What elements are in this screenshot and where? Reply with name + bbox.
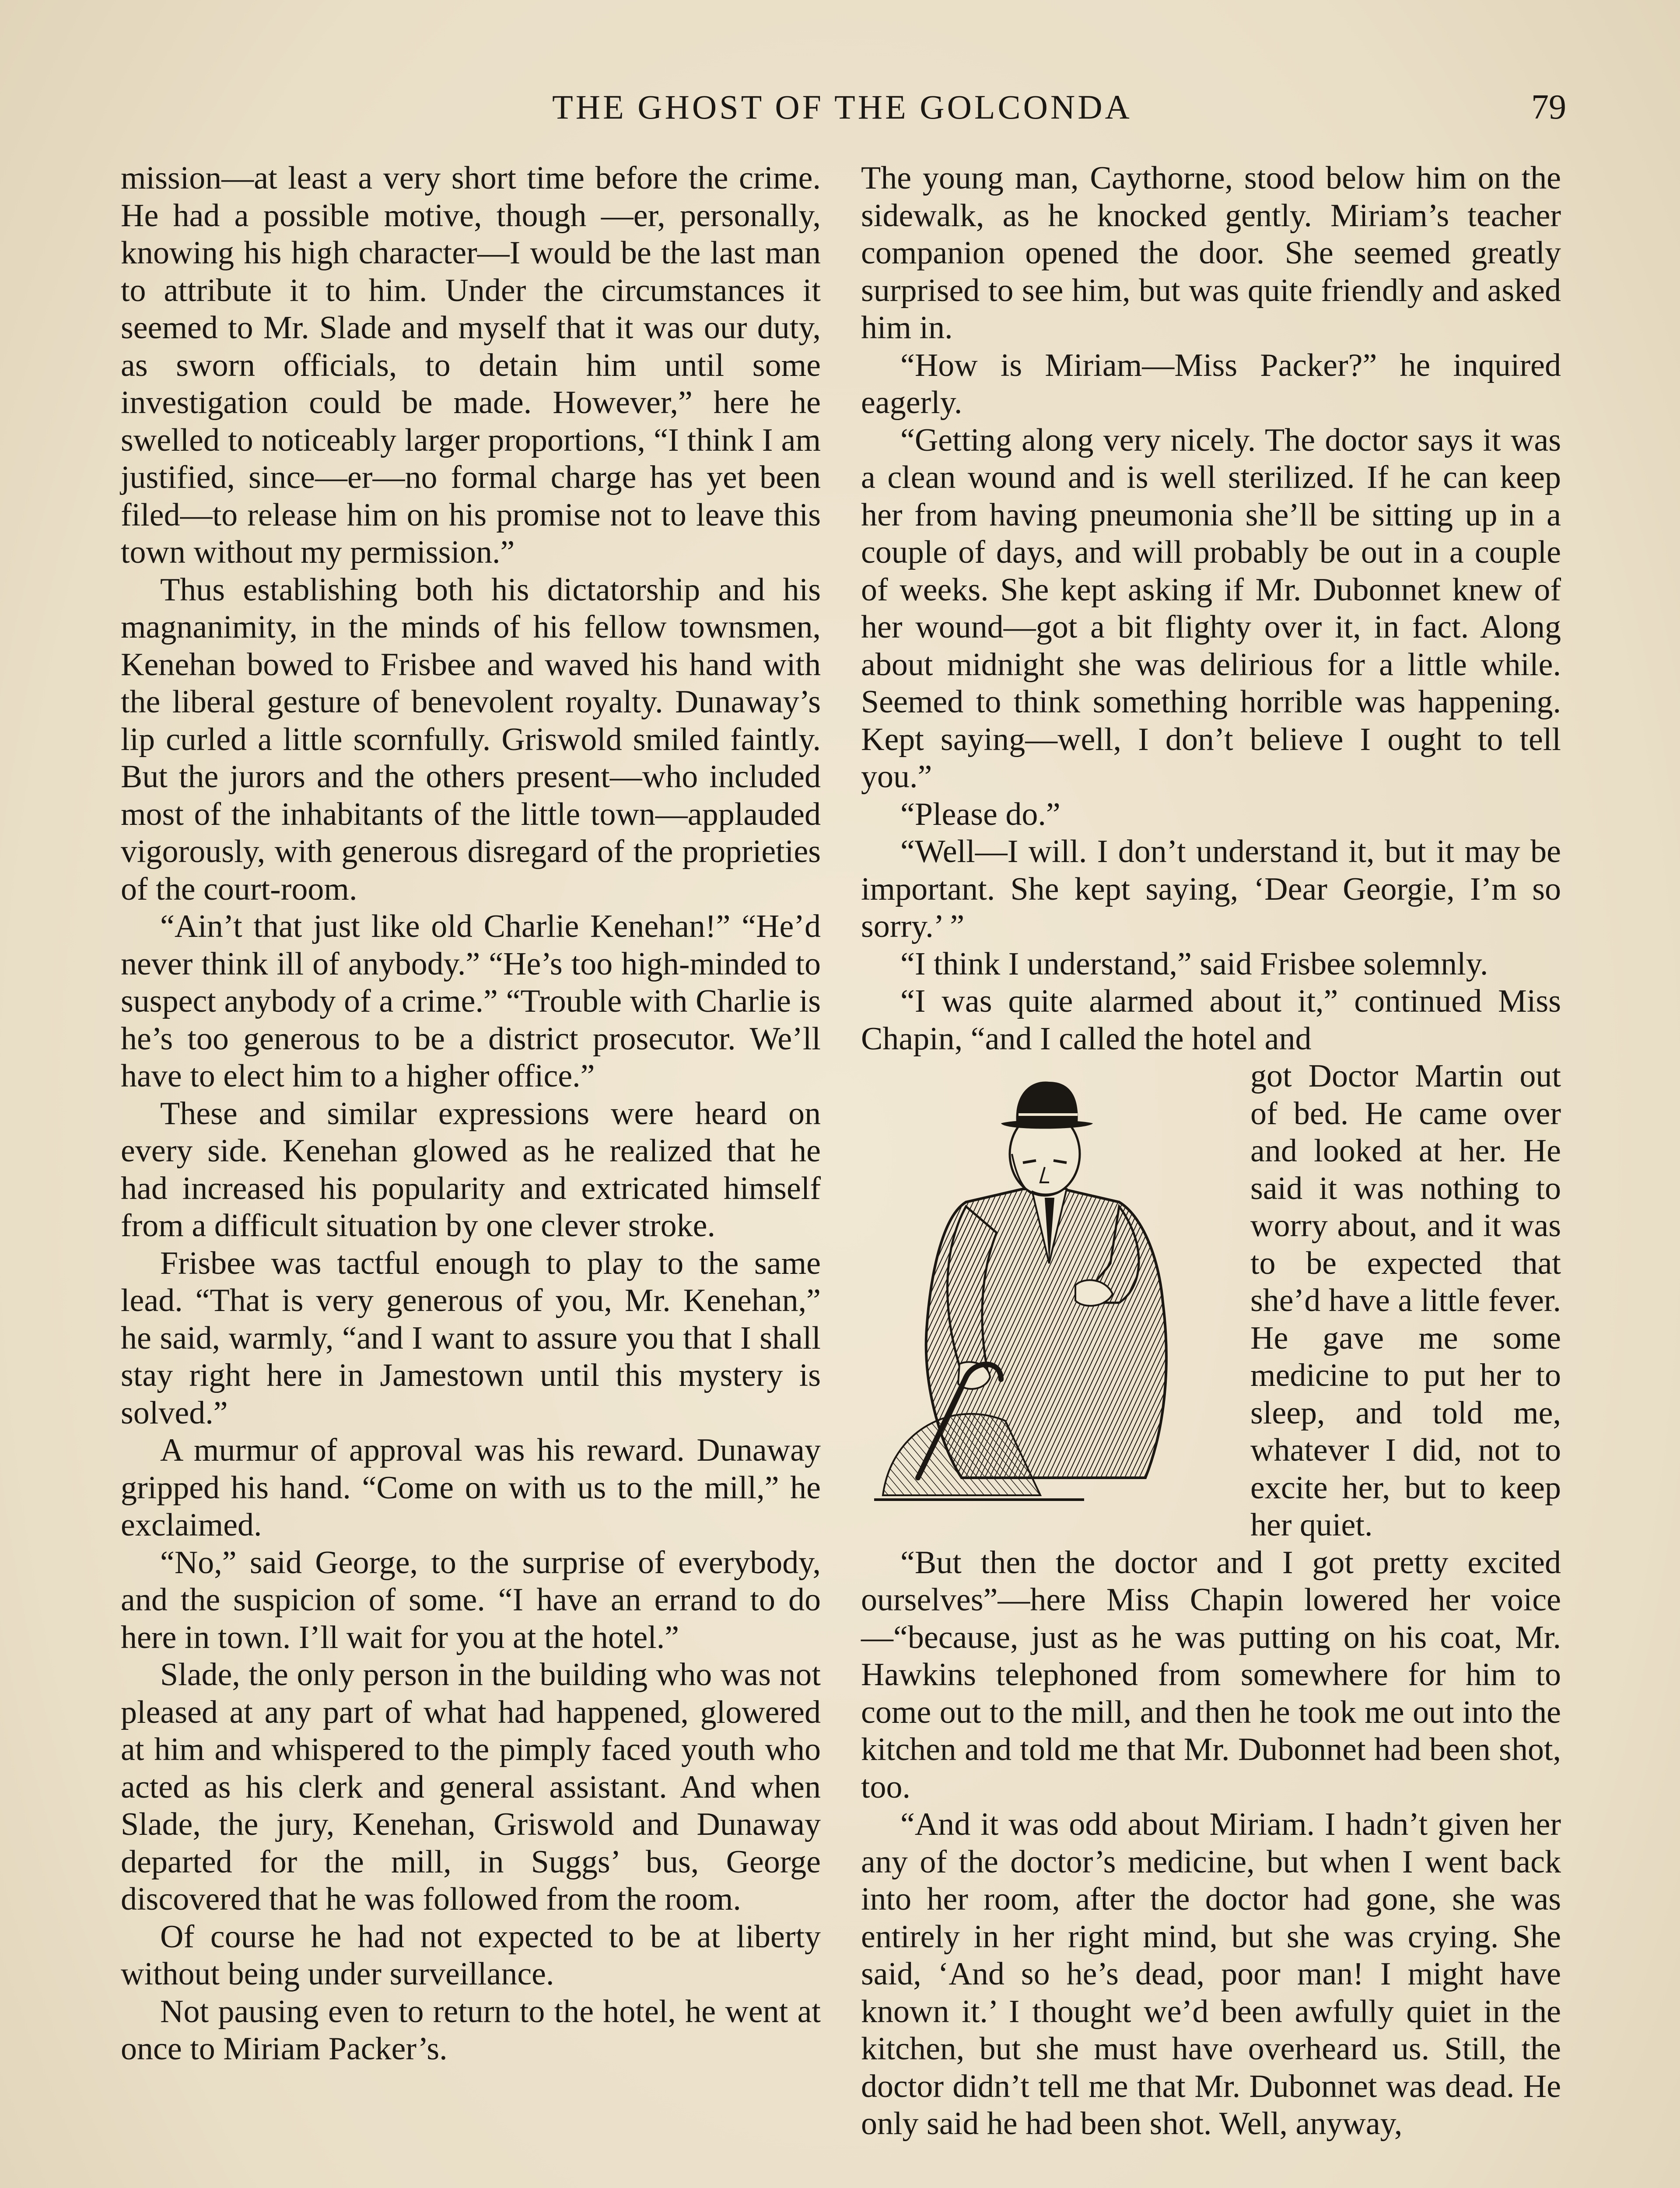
paragraph: “Please do.” <box>900 796 1060 832</box>
left-column <box>121 160 821 2068</box>
figure-text-block <box>861 1058 1561 1544</box>
paragraph: These and similar expressions were heard on every side. Kenehan glowed as he realized that he had increased his popularity and extricated himself from a difficult situation by one clever stroke. <box>121 1095 821 1244</box>
paragraph: “No,” said George, to the surprise of everybody, and the suspicion of some. “I have an errand to do here in town. I’ll wait for you at the hotel.” <box>121 1544 821 1655</box>
running-title: THE GHOST OF THE GOLCONDA <box>552 88 1132 126</box>
paragraph: Thus establishing both his dictatorship and his magnanimity, in the minds of his fellow townsmen, Kenehan bowed to Frisbee and waved his hand with the liberal gesture of benevolent royalty. Dunaway’s lip curled a little scornfully. Griswold smiled faintly. But the jurors and the others present—who included most of the inhabitants of the little town—applauded vigorously, with generous disregard of the proprieties of the court-room. <box>121 572 821 907</box>
paragraph: “I think I understand,” said Frisbee solemnly. <box>900 946 1488 982</box>
paragraph: “How is Miriam—Miss Packer?” he inquired eagerly. <box>861 347 1561 421</box>
man-with-cane-illustration-icon <box>857 1058 1242 1539</box>
paragraph: The young man, Caythorne, stood below him on the sidewalk, as he knocked gently. Miriam’s teacher companion opened the door. She seemed greatly surprised to see him, but was quite friendly and asked him in. <box>861 160 1561 346</box>
paragraph: A murmur of approval was his reward. Dunaway gripped his hand. “Come on with us to the mill,” he exclaimed. <box>121 1432 821 1543</box>
paragraph: “Getting along very nicely. The doctor says it was a clean wound and is well sterilized. If he can keep her from having pneumonia she’ll be sitting up in a couple of days, and will probably be out in a couple of weeks. She kept asking if Mr. Dubonnet knew of her wound—got a bit flighty over it, in fact. Along about midnight she was delirious for a little while. Seemed to think something horrible was happening. Kept saying—well, I don’t believe I ought to tell you.” <box>861 422 1561 795</box>
paragraph: “But then the doctor and I got pretty excited ourselves”—here Miss Chapin lowered her voice—“because, just as he was putting on his coat, Mr. Hawkins telephoned from somewhere for him to come out to the mill, and then he took me out into the kitchen and told me that Mr. Dubonnet had been shot, too. <box>861 1544 1561 1805</box>
running-header <box>118 88 1566 136</box>
paragraph: “I was quite alarmed about it,” continued Miss Chapin, “and I called the hotel and <box>861 983 1561 1057</box>
paragraph: Not pausing even to return to the hotel, he went at once to Miriam Packer’s. <box>121 1993 821 2067</box>
page-number: 79 <box>1531 88 1566 126</box>
paragraph: Of course he had not expected to be at liberty without being under surveillance. <box>121 1918 821 1992</box>
paragraph: “Ain’t that just like old Charlie Kenehan!” “He’d never think ill of anybody.” “He’s too high-minded to suspect anybody of a crime.” “Trouble with Charlie is he’s too generous to be a district prosecutor. We’ll have to elect him to a higher office.” <box>121 908 821 1094</box>
paragraph: got Doctor Martin out of bed. He came over and looked at her. He said it was nothing to worry about, and it was to be expected that she’d have a little fever. He gave me some medicine to put her to sleep, and told me, whatever I did, not to excite her, but to keep her quiet. <box>1250 1058 1561 1543</box>
paragraph: Frisbee was tactful enough to play to the same lead. “That is very generous of you, Mr. Kenehan,” he said, warmly, “and I want to assure you that I shall stay right here in Jamestown until this mystery is solved.” <box>121 1245 821 1431</box>
right-column <box>861 160 1561 2143</box>
paragraph: Slade, the only person in the building who was not pleased at any part of what had happened, glowered at him and whispered to the pimply faced youth who acted as his clerk and general assistant. And when Slade, the jury, Kenehan, Griswold and Dunaway departed for the mill, in Suggs’ bus, George discovered that he was followed from the room. <box>121 1657 821 1917</box>
paragraph: “And it was odd about Miriam. I hadn’t given her any of the doctor’s medicine, but when I went back into her room, after the doctor had gone, she was entirely in her right mind, but she was crying. She said, ‘And so he’s dead, poor man! I might have known it.’ I thought we’d been awfully quiet in the kitchen, but she must have overheard us. Still, the doctor didn’t tell me that Mr. Dubonnet was dead. He only said he had been shot. Well, anyway, <box>861 1806 1561 2142</box>
paragraph: mission—at least a very short time before the crime. He had a possible motive, though —er, personally, knowing his high character—I would be the last man to attribute it to him. Under the circumstances it seemed to Mr. Slade and myself that it was our duty, as sworn officials, to detain him until some investigation could be made. However,” here he swelled to noticeably larger proportions, “I think I am justified, since—er—no formal charge has yet been filed—to release him on his promise not to leave this town without my permission.” <box>121 160 821 570</box>
paragraph: “Well—I will. I don’t understand it, but it may be important. She kept saying, ‘Dear Georgie, I’m so sorry.’ ” <box>861 834 1561 944</box>
